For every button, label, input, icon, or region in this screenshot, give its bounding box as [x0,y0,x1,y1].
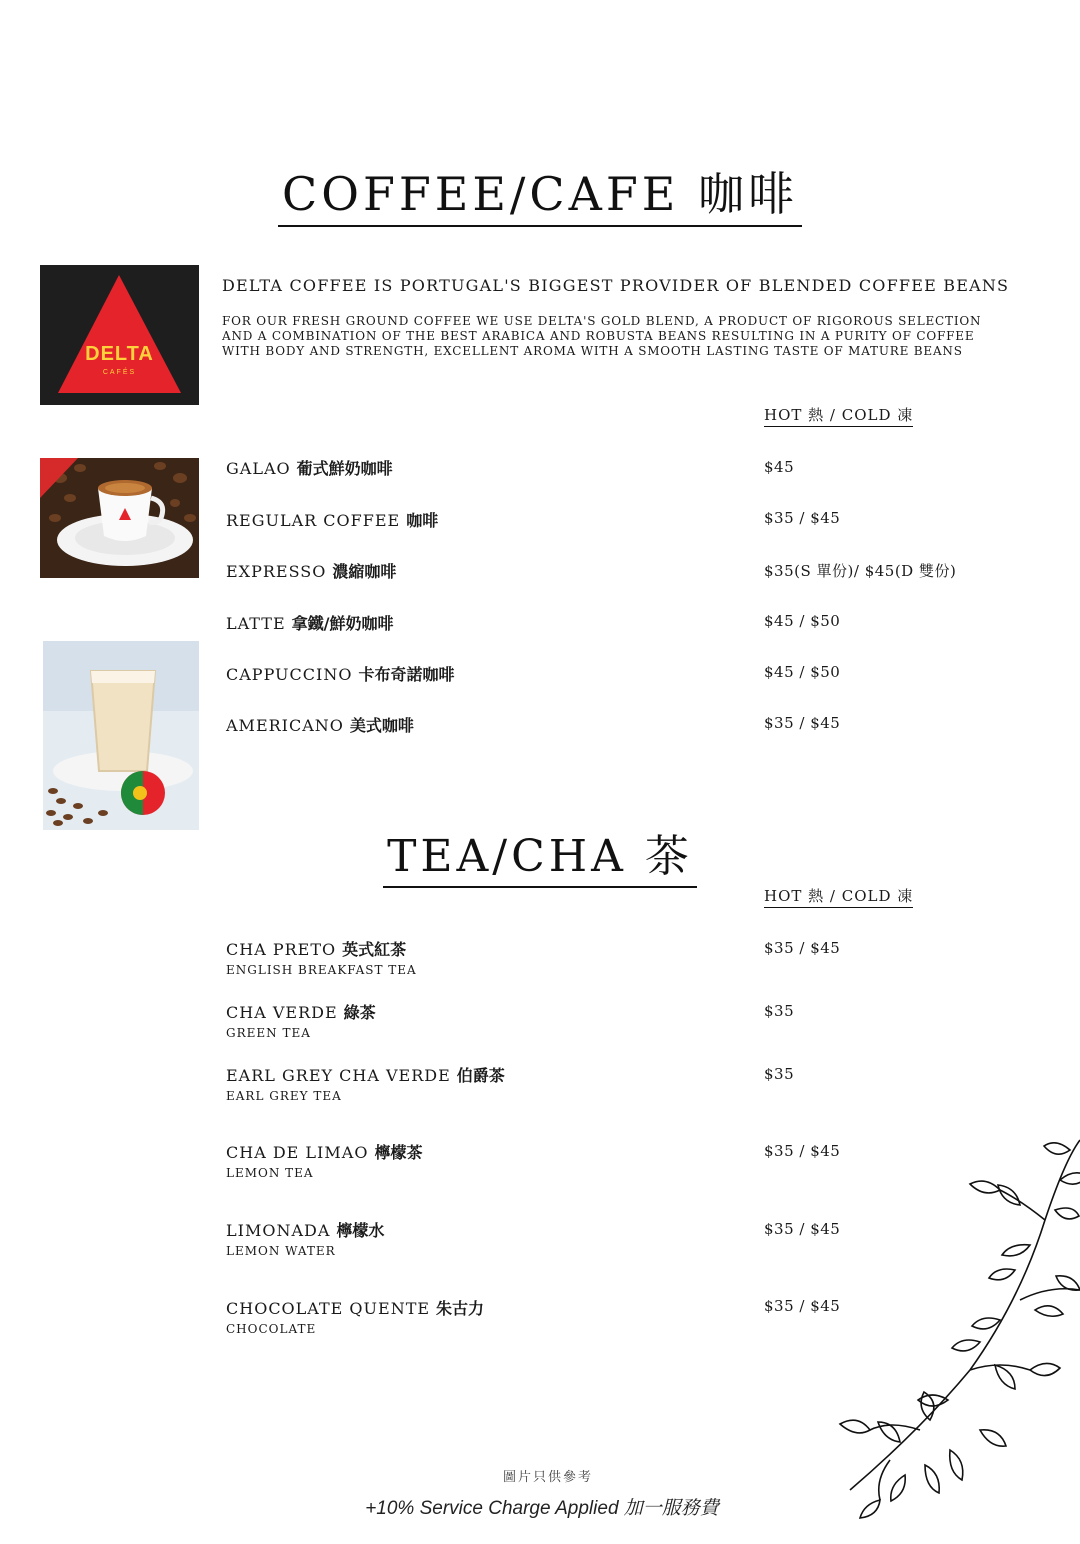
coffee-column-header: HOT 熱 / COLD 凍 [764,404,913,427]
item-sub-cha-preto: ENGLISH BREAKFAST TEA [226,963,417,977]
price-americano: $35 / $45 [764,714,841,732]
item-sub-earl-grey: EARL GREY TEA [226,1089,342,1103]
footer-image-disclaimer: 圖片只供參考 [502,1470,593,1485]
price-expresso: $35(S 單份)/ $45(D 雙份) [764,562,957,580]
price-cha-preto: $35 / $45 [764,939,841,957]
logo-brand-text: DELTA [85,343,154,365]
price-galao: $45 [764,458,795,476]
price-earl-grey: $35 [764,1065,795,1083]
latte-glass-photo [43,641,199,830]
tea-section-title: TEA/CHA 茶 [0,820,1080,884]
item-sub-chocolate-quente: CHOCOLATE [226,1322,317,1336]
menu-item-cha-de-limao: CHA DE LIMAO 檸檬茶 [226,1143,423,1162]
menu-item-chocolate-quente: CHOCOLATE QUENTE 朱古力 [226,1299,485,1318]
price-cappuccino: $45 / $50 [764,663,841,681]
logo-sub-text: CAFÉS [102,369,137,376]
price-cha-verde: $35 [764,1002,795,1020]
price-regular-coffee: $35 / $45 [764,509,841,527]
menu-item-latte: LATTE 拿鐵/鮮奶咖啡 [226,614,394,633]
price-limonada: $35 / $45 [764,1220,841,1238]
menu-item-regular-coffee: REGULAR COFFEE 咖啡 [226,511,439,530]
menu-item-galao: GALAO 葡式鮮奶咖啡 [226,459,393,478]
tea-column-header: HOT 熱 / COLD 凍 [764,885,913,908]
menu-item-cha-preto: CHA PRETO 英式紅茶 [226,940,407,959]
coffee-intro-headline: DELTA COFFEE IS PORTUGAL'S BIGGEST PROVIDER OF BLENDED COFFEE BEANS [222,276,1010,295]
menu-item-expresso: EXPRESSO 濃縮咖啡 [226,562,397,581]
menu-item-limonada: LIMONADA 檸檬水 [226,1221,385,1240]
menu-item-earl-grey: EARL GREY CHA VERDE 伯爵茶 [226,1066,505,1085]
item-sub-cha-verde: GREEN TEA [226,1026,311,1040]
menu-item-americano: AMERICANO 美式咖啡 [226,716,414,735]
price-cha-de-limao: $35 / $45 [764,1142,841,1160]
delta-cafes-logo [40,265,199,405]
price-chocolate-quente: $35 / $45 [764,1297,841,1315]
coffee-intro-body: FOR OUR FRESH GROUND COFFEE WE USE DELTA'S GOLD BLEND, A PRODUCT OF RIGOROUS SELECTION AND A COMBINATION OF THE BEST ARABICA AND ROBUSTA BEANS RESULTING IN A PURITY OF COFFEE WITH BODY AND STRENGTH, EXCELLENT AROMA WITH A SMOOTH LASTING TASTE OF MATURE BEANS [222,314,982,358]
coffee-section-title: COFFEE/CAFE 咖啡 [0,158,1080,224]
espresso-cup-photo [40,458,199,578]
footer-service-charge: +10% Service Charge Applied 加一服務費 [365,1498,719,1519]
item-sub-limonada: LEMON WATER [226,1244,336,1258]
price-latte: $45 / $50 [764,612,841,630]
menu-item-cha-verde: CHA VERDE 綠茶 [226,1003,376,1022]
leaf-branch-illustration [830,1070,1080,1520]
item-sub-cha-de-limao: LEMON TEA [226,1166,314,1180]
menu-item-cappuccino: CAPPUCCINO 卡布奇諾咖啡 [226,665,455,684]
